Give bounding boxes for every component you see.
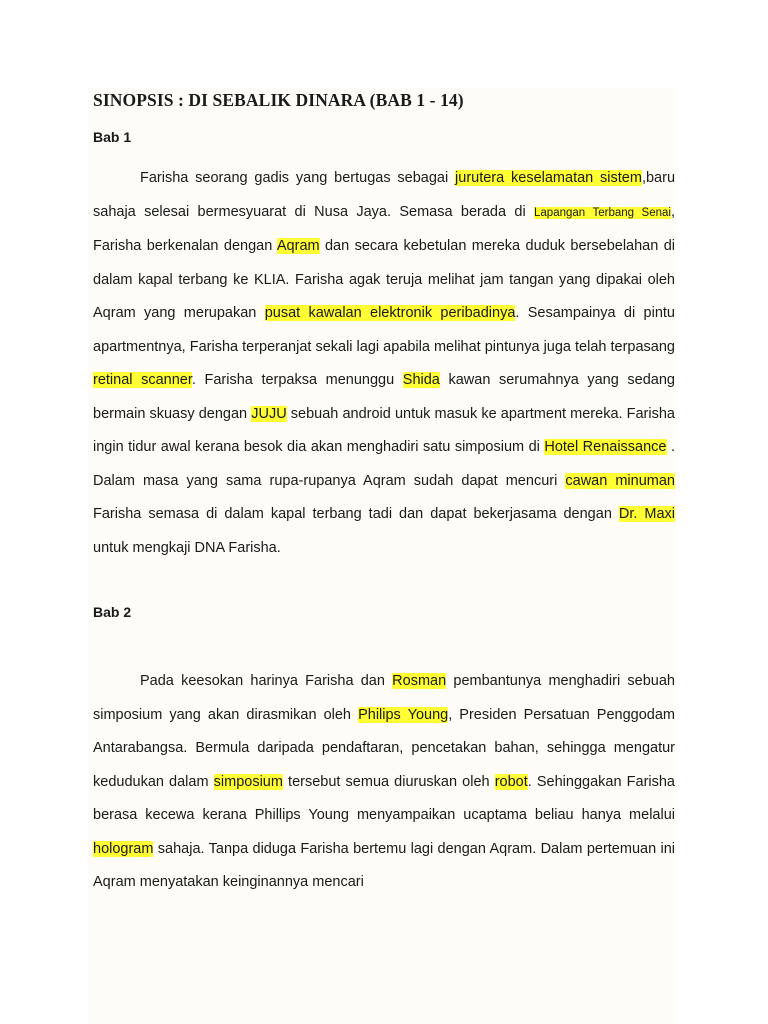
document-title: SINOPSIS : DI SEBALIK DINARA (BAB 1 - 14) <box>93 90 464 110</box>
text-segment: . Dalam masa yang sama rupa-rupanya Aqram sudah dapat mencuri <box>93 439 675 489</box>
highlighted-term: hologram <box>93 840 154 857</box>
paragraph-bab-2 <box>93 665 675 900</box>
highlighted-term: robot <box>494 773 528 790</box>
text-segment: dan secara kebetulan mereka duduk bersebelahan di dalam kapal terbang ke KLIA. Farisha agak teruja melihat jam tangan yang dipakai oleh Aqram yang merupakan <box>93 238 675 321</box>
text-segment: tersebut semua diuruskan oleh <box>282 773 495 790</box>
highlighted-term: Aqram <box>276 238 320 254</box>
highlighted-term: simposium <box>213 773 283 790</box>
text-segment: . Sesampainya di pintu apartmentnya, Farisha terperanjat sekali lagi apabila melihat pintunya juga telah terpasang <box>93 305 675 355</box>
highlighted-term: Dr. Maxi <box>618 506 676 522</box>
text-segment: , Presiden Persatuan Penggodam Antarabangsa. Bermula daripada pendaftaran, pencetakan bahan, sehingga mengatur kedudukan dalam <box>93 706 675 790</box>
highlighted-term: Philips Young <box>358 706 449 723</box>
text-segment: . Sehinggakan Farisha berasa kecewa kerana Phillips Young menyampaikan ucaptama beliau hanya melalui <box>93 773 675 823</box>
document-content <box>93 86 675 900</box>
text-segment: sahaja. Tanpa diduga Farisha bertemu lagi dengan Aqram. Dalam pertemuan ini Aqram menyatakan keinginannya mencari <box>93 840 675 890</box>
section-heading-bab-2: Bab 2 <box>93 604 132 620</box>
text-segment: untuk mengkaji DNA Farisha. <box>93 539 281 556</box>
highlighted-term: Lapangan Terbang Senai <box>534 206 671 219</box>
text-segment: Pada keesokan harinya Farisha dan <box>140 673 393 689</box>
text-segment: Farisha semasa di dalam kapal terbang tadi dan dapat bekerjasama dengan <box>93 506 619 522</box>
highlighted-term: retinal scanner <box>93 372 192 388</box>
text-segment: sebuah android untuk masuk ke apartment mereka. Farisha ingin tidur awal kerana besok dia akan menghadiri satu simposium di <box>93 405 675 455</box>
highlighted-term: Shida <box>402 372 440 388</box>
highlighted-term: pusat kawalan elektronik peribadinya <box>264 305 516 321</box>
highlighted-term: jurutera keselamatan sistem <box>455 170 642 186</box>
paragraph-bab-1 <box>93 162 675 565</box>
highlighted-term: Hotel Renaissance <box>544 439 667 455</box>
text-segment: , Farisha berkenalan dengan <box>93 203 675 254</box>
text-segment: Farisha seorang gadis yang bertugas sebagai <box>140 170 456 186</box>
text-segment: pembantunya menghadiri sebuah simposium yang akan dirasmikan oleh <box>93 673 675 723</box>
text-segment: kawan serumahnya yang sedang bermain skuasy dengan <box>93 372 675 422</box>
highlighted-term: Rosman <box>392 673 447 689</box>
text-segment: . Farisha terpaksa menunggu <box>191 372 403 388</box>
text-segment: ,baru sahaja selesai bermesyuarat di Nusa Jaya. Semasa berada di <box>93 170 676 220</box>
highlighted-term: cawan minuman <box>565 472 675 489</box>
highlighted-term: JUJU <box>251 405 287 422</box>
section-heading-bab-1: Bab 1 <box>93 129 132 145</box>
